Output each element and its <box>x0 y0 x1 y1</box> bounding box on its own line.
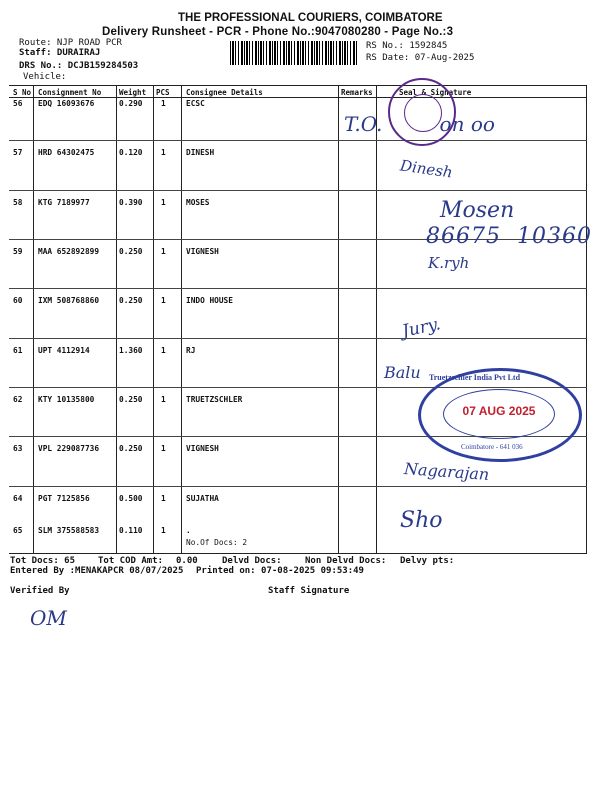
cell-consignee: TRUETZSCHLER <box>186 395 243 404</box>
cell-sno: 65 <box>13 526 23 535</box>
cell-pcs: 1 <box>161 296 166 305</box>
cell-pcs: 1 <box>161 346 166 355</box>
cell-consignment-no: EDQ 16093676 <box>38 99 95 108</box>
cell-weight: 0.110 <box>119 526 143 535</box>
company-seal-stamp: Truetzschler India Pvt Ltd 07 AUG 2025 Coimbatore - 641 036 <box>418 368 582 462</box>
cell-weight: 0.500 <box>119 494 143 503</box>
rs-number: RS No.: 1592845 <box>366 41 448 51</box>
row-divider <box>9 338 587 339</box>
cell-pcs: 1 <box>161 247 166 256</box>
signature-row-61: Balu <box>384 363 421 382</box>
barcode <box>230 41 358 65</box>
cell-pcs: 1 <box>161 494 166 503</box>
signature-row-64: Sho <box>400 508 443 533</box>
cell-consignment-no: VPL 229087736 <box>38 444 100 453</box>
cell-pcs: 1 <box>161 444 166 453</box>
cell-pcs: 1 <box>161 526 166 535</box>
non-delivered-docs: Non Delvd Docs: <box>305 556 387 566</box>
cell-sno: 63 <box>13 444 23 453</box>
route-text: Route: NJP ROAD PCR <box>19 38 122 48</box>
signature-row-59: K.ryh <box>428 254 470 272</box>
cell-consignee: VIGNESH <box>186 247 219 256</box>
cell-sno: 62 <box>13 395 23 404</box>
col-divider <box>153 86 154 553</box>
cell-weight: 0.250 <box>119 296 143 305</box>
cell-sno: 60 <box>13 296 23 305</box>
staff-signature-label: Staff Signature <box>268 586 350 596</box>
cell-consignee: INDO HOUSE <box>186 296 233 305</box>
cell-sno: 64 <box>13 494 23 503</box>
cell-consignee: RJ <box>186 346 196 355</box>
cell-pcs: 1 <box>161 395 166 404</box>
cell-sno: 58 <box>13 198 23 207</box>
col-header-consignment: Consignment No <box>38 88 102 97</box>
phone-row-58: 86675 10360 <box>426 224 592 249</box>
col-divider <box>586 86 587 553</box>
cell-weight: 1.360 <box>119 346 143 355</box>
verified-by-signature: OM <box>30 606 67 630</box>
cell-consignment-no: SLM 375588583 <box>38 526 100 535</box>
delivery-points: Delvy pts: <box>400 556 455 566</box>
cell-consignment-no: KTY 10135800 <box>38 395 95 404</box>
col-header-seal-signature: Seal & Signature <box>399 88 472 97</box>
signature-row-57: Dinesh <box>399 156 454 182</box>
col-divider <box>181 86 182 553</box>
cell-weight: 0.250 <box>119 444 143 453</box>
cell-consignee: VIGNESH <box>186 444 219 453</box>
cell-sno: 61 <box>13 346 23 355</box>
col-header-sno: S No <box>13 88 32 97</box>
col-divider <box>116 86 117 553</box>
signature-row-63: Nagarajan <box>403 459 490 484</box>
cell-weight: 0.250 <box>119 395 143 404</box>
col-divider <box>376 86 377 553</box>
signature-row-60: Jury. <box>400 314 443 342</box>
entered-by: Entered By :MENAKAPCR 08/07/2025 <box>10 566 184 576</box>
row-divider <box>9 288 587 289</box>
runsheet-table <box>9 85 587 554</box>
total-docs: Tot Docs: 65 <box>10 556 76 566</box>
total-cod-value: 0.00 <box>176 556 198 566</box>
cell-consignment-no: UPT 4112914 <box>38 346 90 355</box>
cell-consignment-no: MAA 652892899 <box>38 247 100 256</box>
printed-on: Printed on: 07-08-2025 09:53:49 <box>196 566 364 576</box>
row-divider <box>9 140 587 141</box>
cell-consignee: MOSES <box>186 198 210 207</box>
cell-pcs: 1 <box>161 198 166 207</box>
cell-weight: 0.120 <box>119 148 143 157</box>
cell-weight: 0.390 <box>119 198 143 207</box>
runsheet-title: Delivery Runsheet - PCR - Phone No.:9047080280 - Page No.:3 <box>102 26 454 38</box>
no-of-docs: No.Of Docs: 2 <box>186 538 248 547</box>
col-divider <box>338 86 339 553</box>
cell-consignment-no: KTG 7189977 <box>38 198 90 207</box>
total-cod-label: Tot COD Amt: <box>98 556 164 566</box>
cell-weight: 0.250 <box>119 247 143 256</box>
cell-sno: 59 <box>13 247 23 256</box>
col-header-pcs: PCS <box>156 88 170 97</box>
cell-consignment-no: HRD 64302475 <box>38 148 95 157</box>
col-header-consignee: Consignee Details <box>186 88 263 97</box>
col-header-weight: Weight <box>119 88 147 97</box>
cell-consignee: SUJATHA <box>186 494 219 503</box>
cell-consignment-no: IXM 508768860 <box>38 296 100 305</box>
delivered-docs: Delvd Docs: <box>222 556 282 566</box>
col-divider <box>33 86 34 553</box>
cell-weight: 0.290 <box>119 99 143 108</box>
cell-sno: 57 <box>13 148 23 157</box>
company-name: THE PROFESSIONAL COURIERS, COIMBATORE <box>178 12 443 24</box>
cell-pcs: 1 <box>161 99 166 108</box>
cell-consignee: ECSC <box>186 99 205 108</box>
signature-row-58: Mosen <box>440 198 515 223</box>
vehicle-text: Vehicle: <box>23 72 67 82</box>
cell-sno: 56 <box>13 99 23 108</box>
staff-text: Staff: DURAIRAJ <box>19 48 101 58</box>
header-divider <box>9 97 587 98</box>
cell-consignment-no: PGT 7125856 <box>38 494 90 503</box>
verified-by-label: Verified By <box>10 586 70 596</box>
row-divider <box>9 486 587 487</box>
cell-consignee: DINESH <box>186 148 215 157</box>
col-header-remarks: Remarks <box>341 88 373 97</box>
drs-number: DRS No.: DCJB159284503 <box>19 61 139 71</box>
rs-date: RS Date: 07-Aug-2025 <box>366 53 475 63</box>
signature-row-56: T.O. on oo <box>344 112 495 136</box>
cell-consignee: . <box>186 526 191 535</box>
cell-pcs: 1 <box>161 148 166 157</box>
row-divider <box>9 190 587 191</box>
